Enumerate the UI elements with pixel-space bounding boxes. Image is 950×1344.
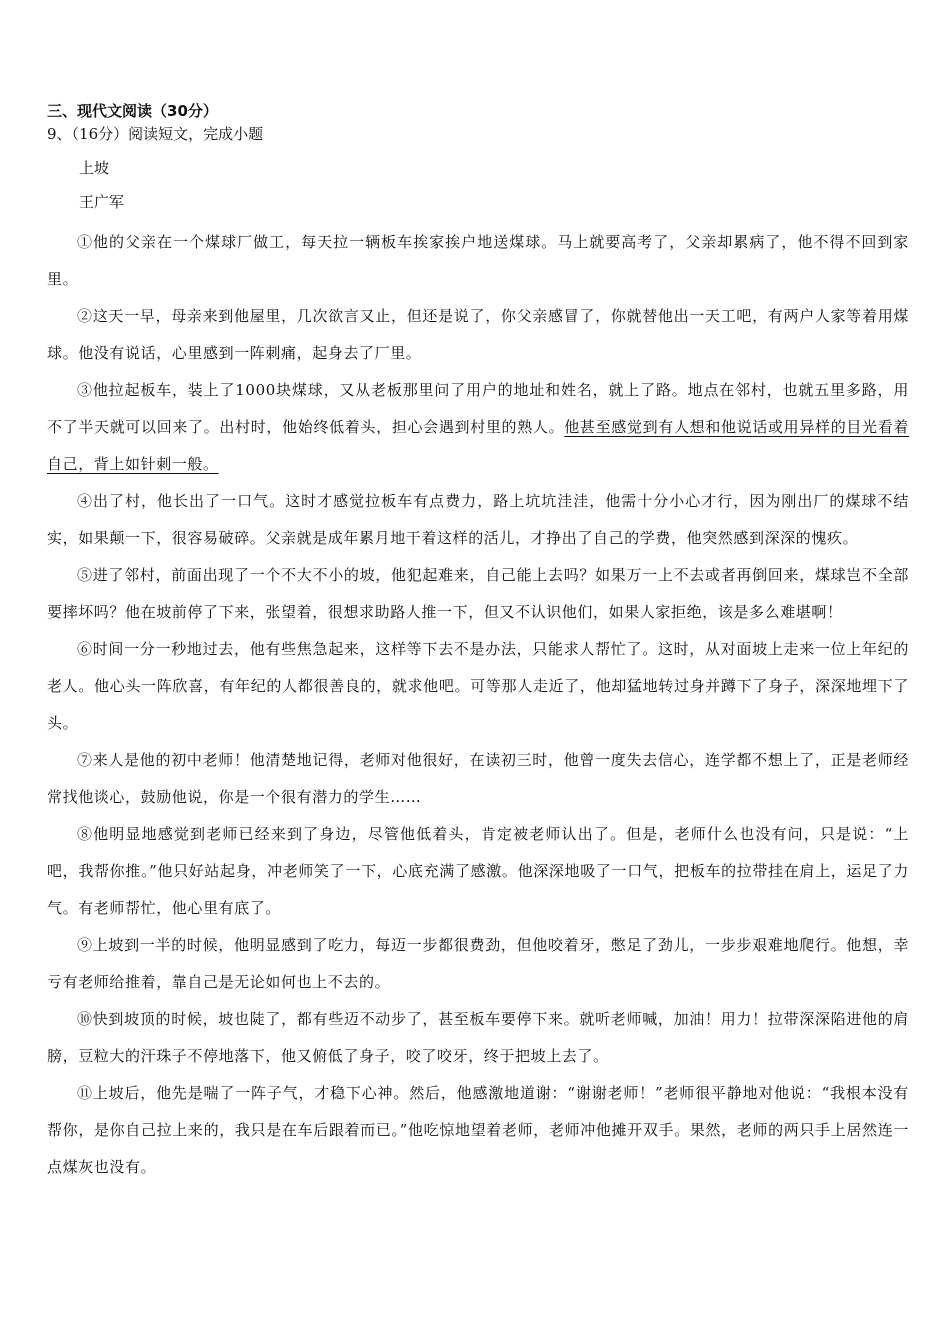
- paragraph-8: ⑧他明显地感觉到老师已经来到了身边，尽管他低着头，肯定被老师认出了。但是，老师什么也没有问，只是说：“上吧，我帮你推。”他只好站起身，冲老师笑了一下，心底充满了感激。他深深地吸了一口气，把板车的拉带挂在肩上，运足了力气。有老师帮忙，他心里有底了。: [47, 825, 909, 917]
- paragraph-3: [47, 372, 909, 483]
- paragraph-9: ⑨上坡到一半的时候，他明显感到了吃力，每迈一步都很费劲，但他咬着牙，憋足了劲儿，一步步艰难地爬行。他想，幸亏有老师给推着，靠自己是无论如何也上不去的。: [47, 936, 909, 991]
- paragraph-6: ⑥时间一分一秒地过去，他有些焦急起来，这样等下去不是办法，只能求人帮忙了。这时，从对面坡上走来一位上年纪的老人。他心头一阵欣喜，有年纪的人都很善良的，就求他吧。可等那人走近了，他却猛地转过身并蹲下了身子，深深地埋下了头。: [47, 640, 909, 732]
- article-title: 上坡: [79, 159, 110, 177]
- paragraph-11: ⑪上坡后，他先是喘了一阵子气，才稳下心神。然后，他感激地道谢：“谢谢老师！”老师很平静地对他说：“我根本没有帮你，是你自己拉上来的，我只是在车后跟着而已。”他吃惊地望着老师，老师冲他摊开双手。果然，老师的两只手上居然连一点煤灰也没有。: [47, 1084, 909, 1176]
- document-page: [47, 100, 909, 1186]
- underlined-sentence: 他甚至感觉到有人想和他说话或用异样的目光看着自己，背上如针刺一般。: [47, 418, 910, 473]
- paragraph-7: ⑦来人是他的初中老师！他清楚地记得，老师对他很好，在读初三时，他曾一度失去信心，连学都不想上了，正是老师经常找他谈心，鼓励他说，你是一个很有潜力的学生……: [47, 751, 909, 806]
- section-title: 三、现代文阅读（30分）: [47, 102, 218, 120]
- paragraph-4: ④出了村，他长出了一口气。这时才感觉拉板车有点费力，路上坑坑洼洼，他需十分小心才行，因为刚出厂的煤球不结实，如果颠一下，很容易破碎。父亲就是成年累月地干着这样的活儿，才挣出了自己的学费，他突然感到深深的愧疚。: [47, 492, 909, 547]
- paragraph-2: ②这天一早，母亲来到他屋里，几次欲言又止，但还是说了，你父亲感冒了，你就替他出一天工吧，有两户人家等着用煤球。他没有说话，心里感到一阵刺痛，起身去了厂里。: [47, 307, 909, 362]
- article-author: 王广军: [79, 193, 125, 211]
- question-prompt: 9、（16分）阅读短文，完成小题: [47, 125, 264, 143]
- paragraph-10: ⑩快到坡顶的时候，坡也陡了，都有些迈不动步了，甚至板车要停下来。就听老师喊，加油！用力！拉带深深陷进他的肩膀，豆粒大的汗珠子不停地落下，他又俯低了身子，咬了咬牙，终于把坡上去了。: [47, 1010, 909, 1065]
- paragraph-3-text: ③他拉起板车，装上了1000块煤球，又从老板那里问了用户的地址和姓名，就上了路。地点在邻村，也就五里多路，用不了半天就可以回来了。出村时，他始终低着头，担心会遇到村里的熟人。: [47, 381, 909, 436]
- paragraph-1: ①他的父亲在一个煤球厂做工，每天拉一辆板车挨家挨户地送煤球。马上就要高考了，父亲却累病了，他不得不回到家里。: [47, 233, 909, 288]
- paragraph-5: ⑤进了邻村，前面出现了一个不大不小的坡，他犯起难来，自己能上去吗？如果万一上不去或者再倒回来，煤球岂不全部要摔坏吗？他在坡前停了下来，张望着，很想求助路人推一下，但又不认识他们，如果人家拒绝，该是多么难堪啊！: [47, 566, 909, 621]
